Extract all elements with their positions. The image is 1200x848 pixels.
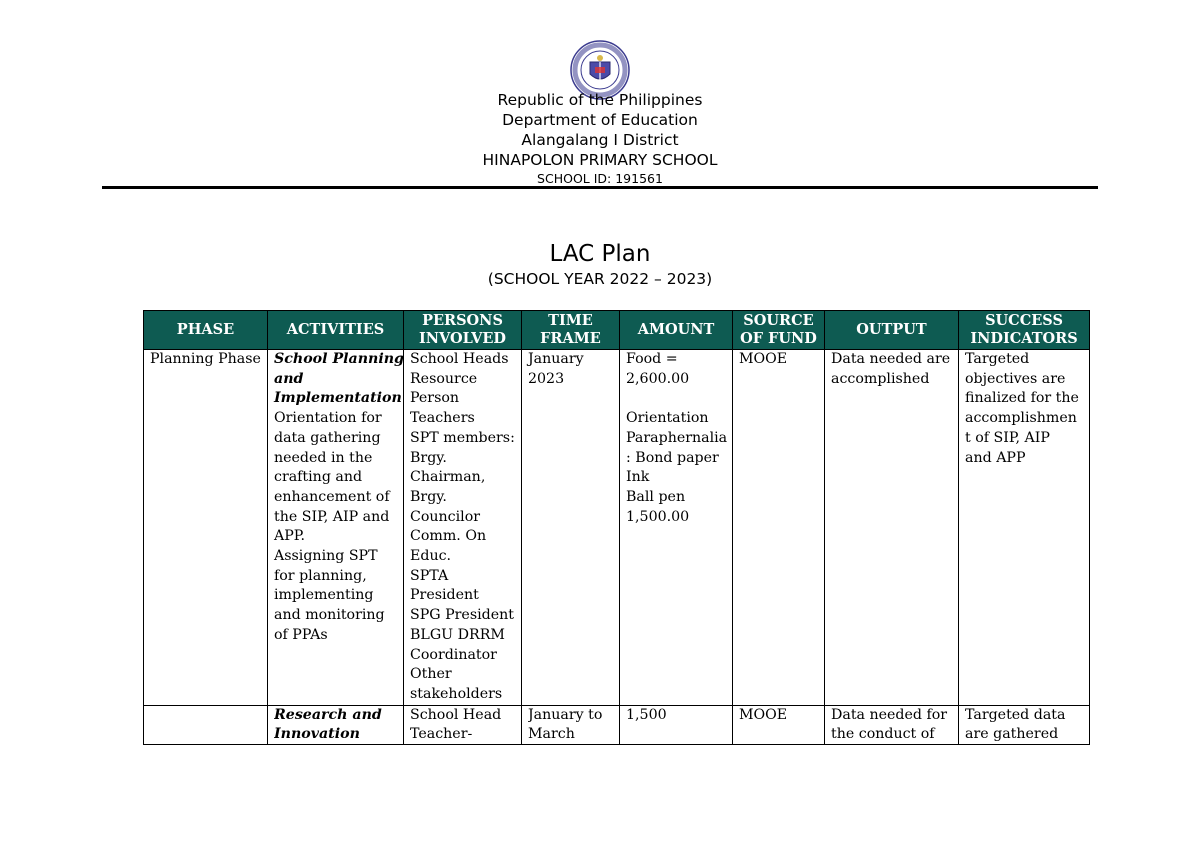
cell-text-line: Paraphernalia xyxy=(626,429,728,446)
letterhead xyxy=(0,90,1200,187)
cell-text-line: the SIP, AIP and xyxy=(274,508,390,525)
column-header-persons-involved xyxy=(404,311,522,350)
cell-text-line: of PPAs xyxy=(274,626,328,643)
cell-text-line: finalized for the xyxy=(965,390,1079,407)
column-header-text: SOURCE xyxy=(743,312,814,329)
cell-text-line: Data needed for xyxy=(831,706,948,723)
cell-text-line: Ball pen xyxy=(626,488,686,505)
lac-plan-table xyxy=(143,310,1090,745)
time-frame-cell xyxy=(522,350,620,706)
cell-text-line: Other xyxy=(410,666,452,683)
column-header-success-indicators xyxy=(959,311,1090,350)
column-header-text: TIME xyxy=(548,312,593,329)
cell-text-line: : Bond paper xyxy=(626,449,719,466)
cell-text-line: the conduct of xyxy=(831,726,935,743)
cell-text-line: Educ. xyxy=(410,548,452,565)
cell-text-line: Comm. On xyxy=(410,528,487,545)
time-frame-cell xyxy=(522,705,620,744)
cell-text-line: March xyxy=(528,726,575,743)
cell-text-line: SPG President xyxy=(410,607,514,624)
cell-text-line: President xyxy=(410,587,479,604)
cell-text-line: 1,500.00 xyxy=(626,508,690,525)
document-subtitle: (SCHOOL YEAR 2022 – 2023) xyxy=(487,270,713,288)
republic-line: Republic of the Philippines xyxy=(497,91,703,109)
column-header-text: OF FUND xyxy=(740,330,817,347)
table-body xyxy=(144,350,1090,745)
cell-text-line: APP. xyxy=(274,528,305,545)
column-header-text: AMOUNT xyxy=(637,321,715,338)
cell-text-line: School Planning xyxy=(274,351,404,367)
cell-text-line: are gathered xyxy=(965,726,1059,743)
cell-text-line: SPT members: xyxy=(410,429,515,446)
cell-text-line: School Head xyxy=(410,706,502,723)
cell-text-line: objectives are xyxy=(965,370,1066,387)
cell-text-line: Ink xyxy=(626,469,650,486)
cell-text-line: t of SIP, AIP xyxy=(965,429,1050,446)
column-header-text: SUCCESS xyxy=(985,312,1063,329)
cell-text-line: Planning Phase xyxy=(150,351,261,367)
activities-cell xyxy=(268,705,404,744)
school-name: HINAPOLON PRIMARY SCHOOL xyxy=(482,151,718,169)
cell-text-line: Councilor xyxy=(410,508,481,525)
column-header-activities xyxy=(268,311,404,350)
cell-text-line: Orientation for xyxy=(274,410,382,427)
column-header-source-of-fund xyxy=(733,311,825,350)
cell-text-line: Research and xyxy=(274,706,382,723)
amount-cell xyxy=(620,350,733,706)
cell-text-line: 2023 xyxy=(528,370,565,387)
cell-text-line: crafting and xyxy=(274,469,363,486)
column-header-phase xyxy=(144,311,268,350)
cell-text-line: SPTA xyxy=(410,567,449,584)
cell-text-line: stakeholders xyxy=(410,685,503,702)
persons-cell xyxy=(404,705,522,744)
cell-text-line: Person xyxy=(410,390,460,407)
cell-text-line: Orientation xyxy=(626,410,709,427)
activities-cell xyxy=(268,350,404,706)
cell-text-line: and xyxy=(274,370,304,387)
cell-text-line: Targeted xyxy=(965,351,1030,367)
column-header-text: INDICATORS xyxy=(970,330,1078,347)
table-row xyxy=(144,705,1090,744)
output-cell xyxy=(825,705,959,744)
cell-text-line: MOOE xyxy=(739,351,788,367)
cell-text-line: Food = xyxy=(626,351,678,367)
cell-text-line: for planning, xyxy=(274,567,367,584)
cell-text-line: Teachers xyxy=(410,410,475,427)
column-header-amount xyxy=(620,311,733,350)
cell-text-line: Data needed are xyxy=(831,351,951,367)
school-id: SCHOOL ID: 191561 xyxy=(537,171,663,186)
cell-text-line: Targeted data xyxy=(965,706,1066,723)
phase-cell xyxy=(144,705,268,744)
cell-text-line: MOOE xyxy=(739,706,788,723)
column-header-text: OUTPUT xyxy=(856,321,927,338)
column-header-time-frame xyxy=(522,311,620,350)
cell-text-line: Implementation xyxy=(274,390,402,407)
output-cell xyxy=(825,350,959,706)
cell-text-line: January xyxy=(528,351,584,367)
cell-text-line: accomplishmen xyxy=(965,410,1077,427)
cell-text-line: Brgy. xyxy=(410,488,447,505)
header-divider xyxy=(102,186,1098,189)
cell-text-line: January to xyxy=(528,706,603,723)
source-cell xyxy=(733,705,825,744)
cell-text-line: needed in the xyxy=(274,449,373,466)
cell-text-line: BLGU DRRM xyxy=(410,626,505,643)
persons-cell xyxy=(404,350,522,706)
cell-text-line: Brgy. xyxy=(410,449,447,466)
cell-text-line: data gathering xyxy=(274,429,381,446)
column-header-text: FRAME xyxy=(540,330,601,347)
column-header-text: PERSONS xyxy=(422,312,503,329)
column-header-text: ACTIVITIES xyxy=(286,321,385,338)
column-header-output xyxy=(825,311,959,350)
table-header-row xyxy=(144,311,1090,350)
cell-text-line xyxy=(626,389,728,409)
cell-text-line: Assigning SPT xyxy=(274,548,378,565)
source-cell xyxy=(733,350,825,706)
cell-text-line: Coordinator xyxy=(410,646,497,663)
cell-text-line: and APP xyxy=(965,449,1026,466)
amount-cell xyxy=(620,705,733,744)
department-line: Department of Education xyxy=(502,111,698,129)
cell-text-line: Innovation xyxy=(274,726,360,743)
cell-text-line: Chairman, xyxy=(410,469,486,486)
cell-text-line: enhancement of xyxy=(274,488,390,505)
column-header-text: INVOLVED xyxy=(418,330,506,347)
phase-cell xyxy=(144,350,268,706)
indicators-cell xyxy=(959,705,1090,744)
indicators-cell xyxy=(959,350,1090,706)
cell-text-line: School Heads xyxy=(410,351,509,367)
document-title: LAC Plan xyxy=(549,241,651,267)
district-line: Alangalang I District xyxy=(521,131,679,149)
cell-text-line: Resource xyxy=(410,370,478,387)
cell-text-line: accomplished xyxy=(831,370,930,387)
column-header-text: PHASE xyxy=(176,321,235,338)
cell-text-line: 2,600.00 xyxy=(626,370,690,387)
cell-text-line: implementing xyxy=(274,587,374,604)
cell-text-line: Teacher- xyxy=(410,726,473,743)
cell-text-line: 1,500 xyxy=(626,706,667,723)
cell-text-line: and monitoring xyxy=(274,607,385,624)
table-row xyxy=(144,350,1090,706)
